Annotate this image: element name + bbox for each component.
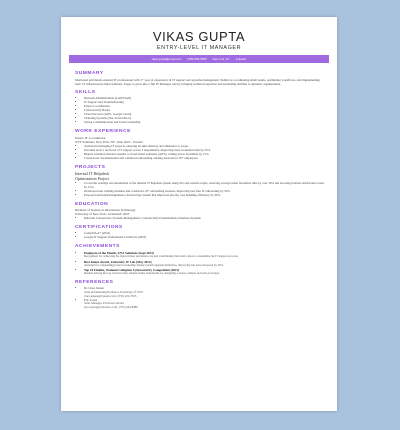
skill-item: • Network Administration (LAN/WAN)	[84, 97, 325, 101]
certification-item: • CompTIA A+ (2022)	[84, 232, 325, 236]
reference-name: • Eric Lopez	[84, 297, 98, 302]
skill-item: • Cloud Services (AWS, Google Cloud)	[84, 113, 325, 117]
experience-list	[75, 145, 325, 161]
experience-meta: XYZ Solutions, New York, NY | June 2023 – Present	[75, 140, 143, 145]
project-name-line2: Optimization Project	[75, 175, 110, 181]
skill-item: • IT Support and Troubleshooting	[84, 101, 325, 105]
summary-heading: SUMMARY	[75, 71, 104, 76]
contact-linkedin: LinkedIn	[235, 57, 247, 61]
contact-bar	[69, 55, 329, 63]
achievement-title: • Employee of the Month, XYZ Solutions (Sept 2023)	[84, 250, 154, 255]
reference-role: Sales & Marketing Professor, University of XYZ	[84, 289, 143, 294]
experience-role: Junior IT Coordinator	[75, 136, 106, 141]
projects-heading: PROJECTS	[75, 165, 106, 171]
achievement-title: • Best Intern Award, University IT Lab (May 2022)	[84, 259, 152, 264]
education-meta: University of New York | Graduated: 2023	[75, 211, 130, 216]
achievement-item	[84, 251, 325, 259]
skills-heading: SKILLS	[75, 90, 96, 96]
project-bullet: • Proposed and helped implement a tiered triage system that improved priority case handling efficiency by 40%.	[84, 194, 325, 198]
reference-item	[84, 299, 325, 310]
achievement-desc: Recognized for achieving the fastest ticket resolution rate and contributing innovative ideas to streamline the IT support process.	[84, 253, 239, 258]
achievement-desc: Awarded for outstanding project leadership during system upgrade initiatives, improving lab network speed by 20%.	[84, 262, 224, 267]
experience-bullet: • Assisted in managing IT projects, ensuring on-time delivery and adherence to scope.	[84, 145, 325, 149]
project-list	[75, 182, 325, 198]
reference-contact: clara.jensen@xyzedu.com | (555) 222-3333	[84, 293, 137, 298]
achievement-desc: Ranked among the top cybersecurity student teams nationwide for designing a secure campus network prototype.	[84, 271, 220, 276]
experience-bullet: • Created user documentation and conducted onboarding training sessions for 50+ employees.	[84, 157, 325, 161]
reference-role: Sales Manager, Prodvance Retail	[84, 301, 124, 306]
resume-content	[75, 67, 325, 310]
education-heading: EDUCATION	[75, 201, 109, 207]
skill-item: • Cybersecurity Basics	[84, 109, 325, 113]
experience-heading: WORK EXPERIENCE	[75, 129, 131, 135]
contact-location: New York, NY	[212, 57, 230, 61]
skills-list	[75, 97, 325, 125]
experience-bullet: • Provided level 1 and level 2 IT support across 3 departments, improving issue resolution time by 25%.	[84, 149, 325, 153]
achievement-item	[84, 268, 325, 276]
achievement-item	[84, 260, 325, 268]
education-bullet: • Relevant Coursework: Systems Management, Cybersecurity Fundamentals, Database Systems	[84, 217, 325, 221]
summary-text: Motivated and detail-oriented IT professional with 1+ year of experience in IT support and systems management. Skilled at coordinating small teams, optimizing workflows, and implementing basic IT infrastructure improvements. Eager to grow into a full IT Manager role by bringing technical expertise and leadership abilities to dynamic organizations.	[75, 78, 320, 87]
project-name: Internal IT Helpdesk	[75, 171, 110, 177]
skill-item: • Ticketing Systems (Jira, ServiceNow)	[84, 117, 325, 121]
education-list	[75, 217, 325, 221]
project-bullet: • Developed user training modules and conducted 10+ onboarding sessions, improving new hire IT onboarding by 50%.	[84, 190, 325, 194]
achievements-heading: ACHIEVEMENTS	[75, 243, 120, 249]
reference-contact: eric.lopez@prodvance.com | (555) 444-8989	[84, 305, 138, 310]
candidate-title: ENTRY-LEVEL IT MANAGER	[156, 45, 242, 51]
skill-item: • Project Coordination	[84, 105, 325, 109]
experience-bullet: • Helped transition internal systems to cloud-based solutions (AWS), cutting server downtime by 15%.	[84, 153, 325, 157]
references-heading: REFERENCES	[75, 280, 114, 286]
certification-item: • Google IT Support Professional Certificate (2023)	[84, 236, 325, 240]
project-bullet: • Co-led the redesign and automation of the internal IT helpdesk system using Jira and custom scripts, reducing average ticket resolution time by over 30% and boosting internal satisfaction scores by 15%.	[84, 182, 325, 190]
references-list	[75, 287, 325, 310]
certifications-list	[75, 232, 325, 240]
resume-page	[61, 17, 337, 411]
candidate-name: VIKAS GUPTA	[152, 29, 246, 44]
education-degree: Bachelor of Science in Information Technology	[75, 207, 136, 212]
achievement-title: • Top 10 Finalist, National Collegiate Cybersecurity Competition (2021)	[84, 268, 180, 273]
skill-item: • Strong Communication and Team Leadership	[84, 121, 325, 125]
contact-phone: (555) 555-5555	[187, 57, 207, 61]
achievements-list	[75, 251, 325, 276]
reference-name: • Dr. Clara Jensen	[84, 286, 104, 291]
contact-email: vikas.gupta@email.com	[151, 57, 182, 61]
certifications-heading: CERTIFICATIONS	[75, 224, 123, 230]
reference-item	[84, 287, 325, 298]
